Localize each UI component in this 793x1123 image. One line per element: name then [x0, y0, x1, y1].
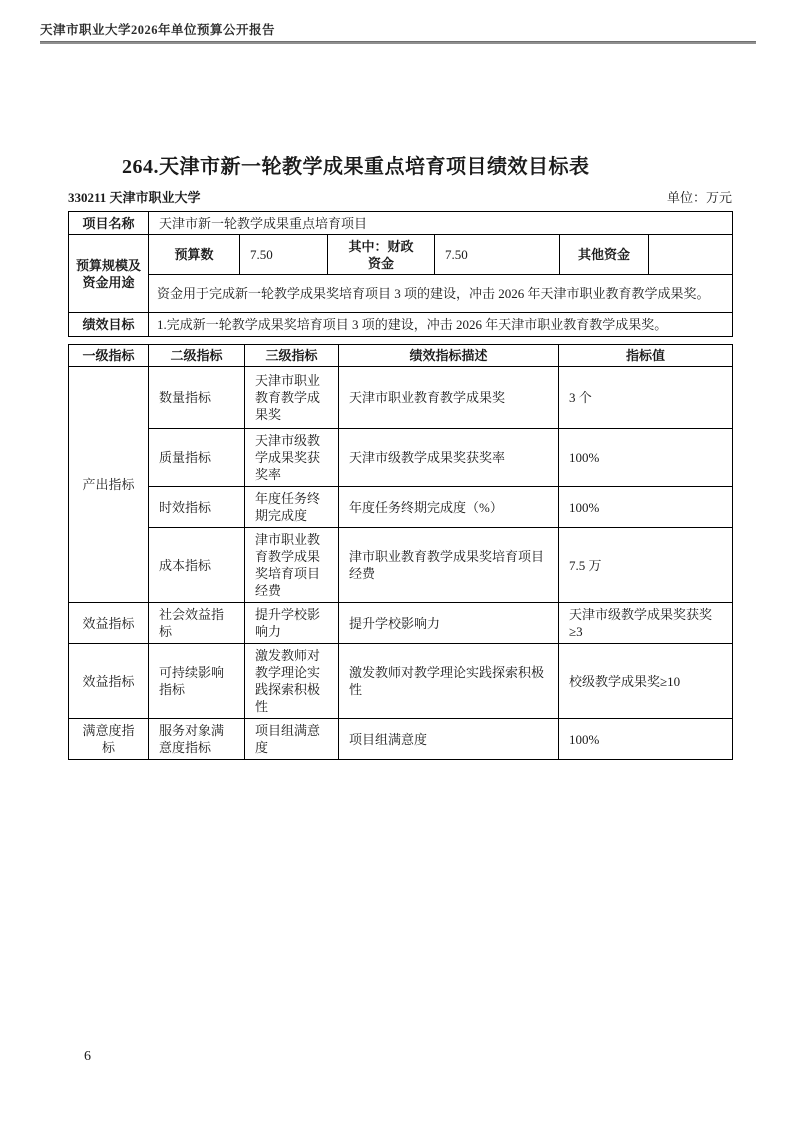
table-row — [69, 487, 733, 528]
level3-indicator: 年度任务终期完成度 — [245, 487, 339, 528]
indicator-table — [68, 344, 733, 760]
budget-scope-label: 预算规模及资金用途 — [69, 235, 149, 313]
performance-goal-text: 1.完成新一轮教学成果奖培育项目 3 项的建设，冲击 2026 年天津市职业教育教学成果奖。 — [149, 313, 733, 337]
budget-number-label: 预算数 — [149, 235, 240, 275]
header-description: 绩效指标描述 — [339, 345, 559, 367]
level3-indicator: 天津市职业教育教学成果奖 — [245, 367, 339, 429]
table-row — [69, 212, 733, 235]
indicator-value: 100% — [559, 719, 733, 760]
fiscal-funds-value: 7.50 — [435, 235, 560, 275]
indicator-value: 3 个 — [559, 367, 733, 429]
level3-indicator: 天津市级教学成果奖获奖率 — [245, 429, 339, 487]
indicator-header-row — [69, 345, 733, 367]
budget-number-value: 7.50 — [240, 235, 328, 275]
table-row — [69, 367, 733, 429]
indicator-description: 年度任务终期完成度（%） — [339, 487, 559, 528]
unit-label: 单位：万元 — [666, 190, 732, 205]
header-level1: 一级指标 — [69, 345, 149, 367]
level3-indicator: 提升学校影响力 — [245, 603, 339, 644]
indicator-value: 100% — [559, 429, 733, 487]
level1-output-indicator: 产出指标 — [69, 367, 149, 603]
level3-indicator: 津市职业教育教学成果奖培育项目经费 — [245, 528, 339, 603]
table-row — [69, 235, 733, 275]
level2-indicator: 数量指标 — [149, 367, 245, 429]
header-level3: 三级指标 — [245, 345, 339, 367]
table-row — [69, 275, 733, 313]
other-funds-label: 其他资金 — [560, 235, 649, 275]
table-row — [69, 644, 733, 719]
indicator-description: 项目组满意度 — [339, 719, 559, 760]
table-row — [69, 719, 733, 760]
indicator-value: 校级教学成果奖≥10 — [559, 644, 733, 719]
indicator-description: 激发教师对教学理论实践探索积极性 — [339, 644, 559, 719]
level1-benefit-indicator: 效益指标 — [69, 644, 149, 719]
funds-usage-text: 资金用于完成新一轮教学成果奖培育项目 3 项的建设，冲击 2026 年天津市职业教育教学成果奖。 — [149, 275, 733, 313]
level2-indicator: 质量指标 — [149, 429, 245, 487]
summary-table — [68, 211, 733, 337]
table-row — [69, 313, 733, 337]
level1-benefit-indicator: 效益指标 — [69, 603, 149, 644]
indicator-value: 100% — [559, 487, 733, 528]
meta-row — [68, 187, 732, 206]
indicator-value: 7.5 万 — [559, 528, 733, 603]
table-row — [69, 528, 733, 603]
project-name-label: 项目名称 — [69, 212, 149, 235]
level1-satisfaction-indicator: 满意度指标 — [69, 719, 149, 760]
page-title: 264.天津市新一轮教学成果重点培育项目绩效目标表 — [122, 156, 590, 178]
indicator-description: 提升学校影响力 — [339, 603, 559, 644]
page-number: 6 — [84, 1049, 91, 1064]
performance-goal-label: 绩效目标 — [69, 313, 149, 337]
fiscal-funds-label: 其中：财政资金 — [328, 235, 435, 275]
level2-indicator: 时效指标 — [149, 487, 245, 528]
other-funds-value — [649, 235, 733, 275]
org-code: 330211 天津市职业大学 — [68, 190, 201, 205]
header-level2: 二级指标 — [149, 345, 245, 367]
table-row — [69, 429, 733, 487]
indicator-value: 天津市级教学成果奖获奖≥3 — [559, 603, 733, 644]
indicator-description: 天津市级教学成果奖获奖率 — [339, 429, 559, 487]
level3-indicator: 激发教师对教学理论实践探索积极性 — [245, 644, 339, 719]
table-row — [69, 603, 733, 644]
level2-indicator: 服务对象满意度指标 — [149, 719, 245, 760]
indicator-description: 天津市职业教育教学成果奖 — [339, 367, 559, 429]
header-divider-rule — [40, 41, 756, 44]
project-name-value: 天津市新一轮教学成果重点培育项目 — [149, 212, 733, 235]
level2-indicator: 社会效益指标 — [149, 603, 245, 644]
tables-container — [68, 211, 732, 760]
level3-indicator: 项目组满意度 — [245, 719, 339, 760]
level2-indicator: 可持续影响指标 — [149, 644, 245, 719]
header-value: 指标值 — [559, 345, 733, 367]
report-header-title: 天津市职业大学2026年单位预算公开报告 — [40, 23, 276, 37]
indicator-description: 津市职业教育教学成果奖培育项目经费 — [339, 528, 559, 603]
level2-indicator: 成本指标 — [149, 528, 245, 603]
